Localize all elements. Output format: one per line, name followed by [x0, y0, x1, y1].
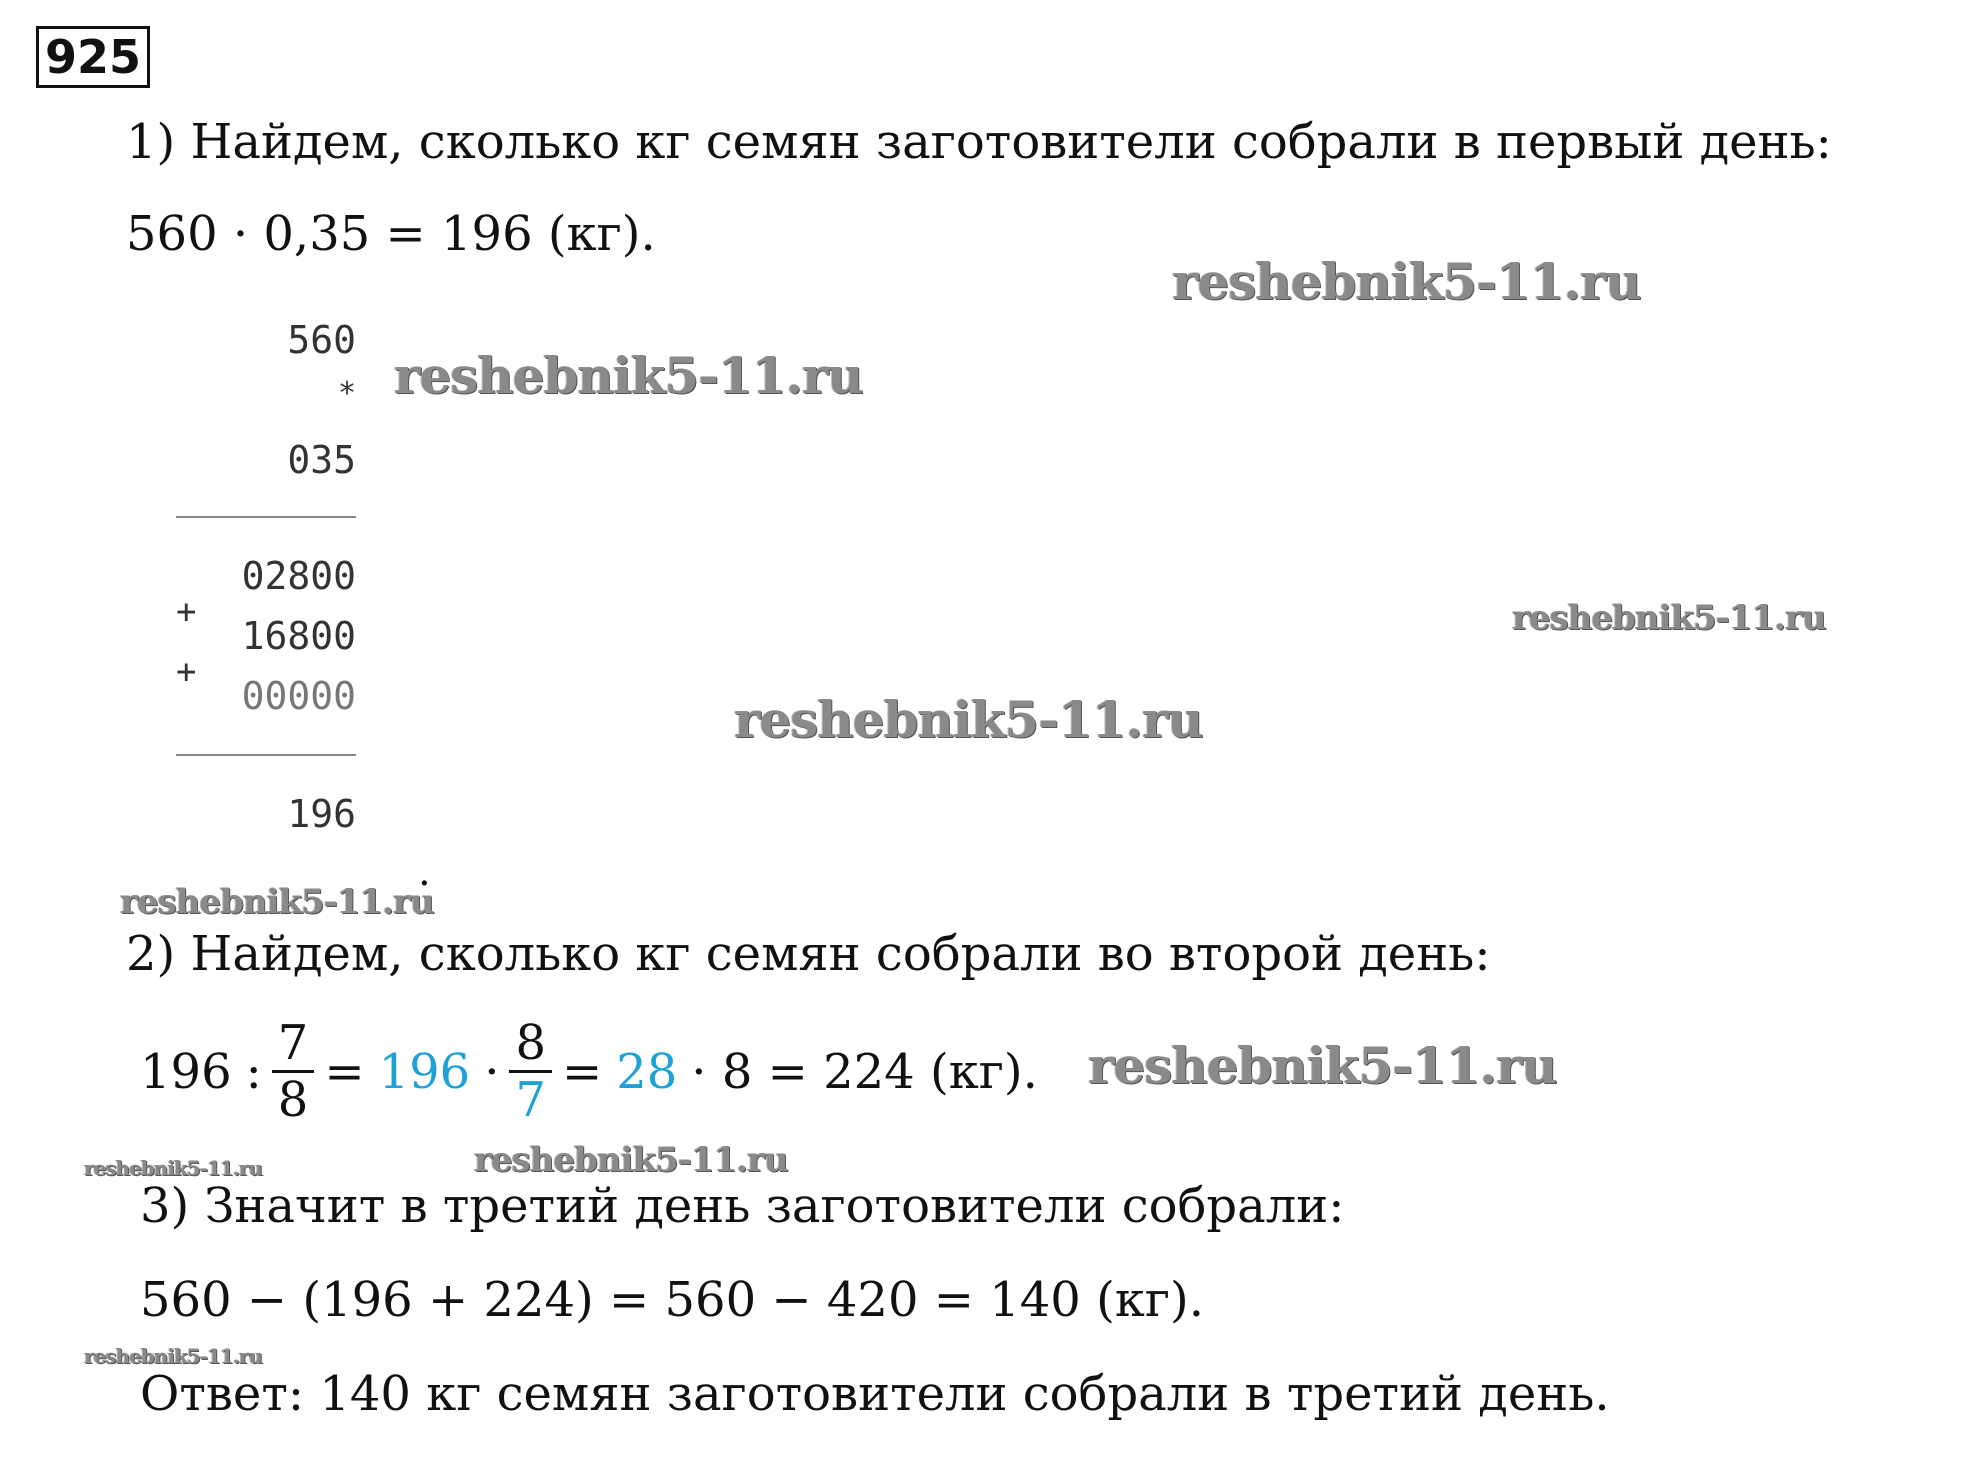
- step2-a: 196: [140, 1043, 232, 1100]
- mult-partial-3: 00000: [241, 674, 356, 718]
- watermark: reshebnik5-11.ru: [120, 882, 434, 922]
- watermark: reshebnik5-11.ru: [1172, 252, 1641, 311]
- step2-eq1: =: [324, 1043, 365, 1100]
- watermark: reshebnik5-11.ru: [734, 690, 1203, 749]
- step2-b: 196: [378, 1043, 471, 1100]
- fraction-denominator: 7: [515, 1072, 546, 1128]
- step2-c: 28: [616, 1043, 678, 1100]
- mult-operator: *: [337, 376, 356, 411]
- watermark: reshebnik5-11.ru: [84, 1156, 262, 1180]
- mult-top: 560: [287, 318, 356, 362]
- step1-formula: 560 · 0,35 = 196 (кг).: [126, 206, 656, 262]
- watermark: reshebnik5-11.ru: [84, 1344, 262, 1368]
- mult-dot: .: [418, 849, 431, 895]
- mult-plus-2: +: [176, 652, 197, 692]
- answer-text: Ответ: 140 кг семян заготовители собрали в третий день.: [140, 1366, 1610, 1422]
- fraction-8-7: [509, 1016, 552, 1127]
- fraction-numerator: 7: [277, 1015, 309, 1071]
- mult-plus-1: +: [176, 592, 197, 632]
- mult-partial-2: 16800: [241, 614, 356, 658]
- mult-rule-2: [176, 754, 356, 756]
- fraction-denominator: 8: [277, 1072, 309, 1128]
- fraction-7-8: [272, 1016, 315, 1127]
- step2-dot: ·: [484, 1043, 500, 1100]
- step2-div: :: [245, 1043, 262, 1100]
- watermark: reshebnik5-11.ru: [474, 1140, 788, 1180]
- watermark: reshebnik5-11.ru: [394, 346, 863, 405]
- step2-rest: · 8 = 224 (кг).: [691, 1043, 1038, 1100]
- step3-formula: 560 − (196 + 224) = 560 − 420 = 140 (кг).: [140, 1272, 1204, 1328]
- step2-text: 2) Найдем, сколько кг семян собрали во второй день:: [126, 926, 1491, 982]
- mult-multiplier: 035: [287, 438, 356, 482]
- mult-rule-1: [176, 516, 356, 518]
- step2-formula: [140, 1016, 1038, 1127]
- problem-number: 925: [36, 26, 150, 88]
- step1-text: 1) Найдем, сколько кг семян заготовители собрали в первый день:: [126, 114, 1832, 170]
- step3-text: 3) Значит в третий день заготовители собрали:: [140, 1178, 1345, 1234]
- step2-eq2: =: [562, 1043, 603, 1100]
- watermark: reshebnik5-11.ru: [1088, 1036, 1557, 1095]
- mult-result: 196: [287, 792, 356, 836]
- fraction-numerator: 8: [515, 1015, 546, 1071]
- mult-partial-1: 02800: [241, 554, 356, 598]
- watermark: reshebnik5-11.ru: [1512, 598, 1826, 638]
